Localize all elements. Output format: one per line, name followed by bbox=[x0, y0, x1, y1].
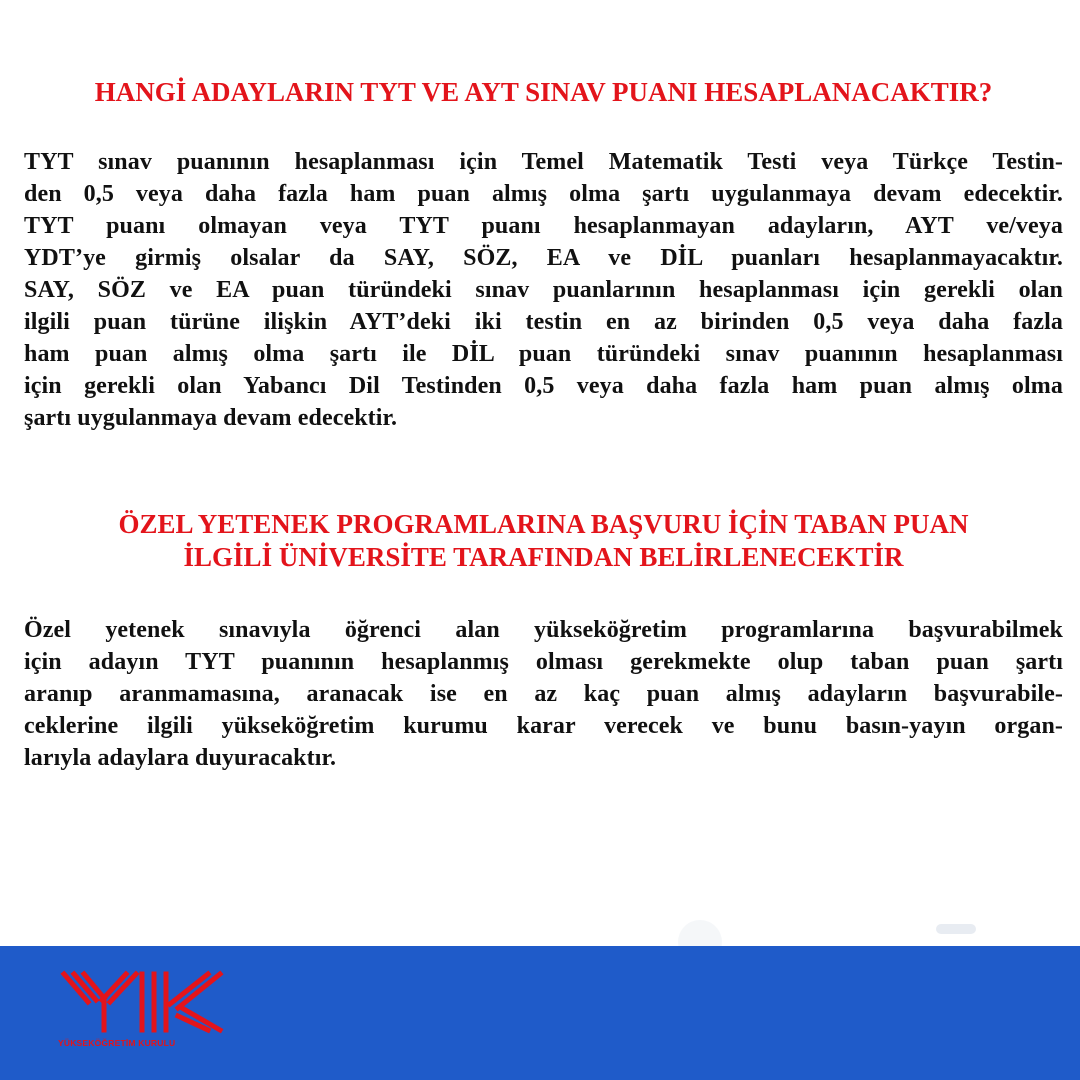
paragraph-line: ham puan almış olma şartı ile DİL puan türündeki sınav puanının hesaplanması bbox=[24, 341, 1063, 367]
footer-bar bbox=[0, 946, 1080, 1080]
paragraph-line: TYT sınav puanının hesaplanması için Temel Matematik Testi veya Türkçe Testin- bbox=[24, 149, 1063, 175]
paragraph-line-last: şartı uygulanmaya devam edecektir. bbox=[24, 405, 398, 431]
paragraph-line: Özel yetenek sınavıyla öğrenci alan yükseköğretim programlarına başvurabilmek bbox=[24, 617, 1063, 643]
heading-line: ÖZEL YETENEK PROGRAMLARINA BAŞVURU İÇİN TABAN PUAN bbox=[118, 509, 969, 539]
logo-text: YÜKSEKÖĞRETİM KURULU bbox=[58, 1038, 176, 1048]
yok-logo-icon bbox=[58, 968, 228, 1036]
heading-tyt-ayt: HANGİ ADAYLARIN TYT VE AYT SINAV PUANI HESAPLANACAKTIR? bbox=[94, 77, 993, 107]
paragraph-tyt-ayt bbox=[24, 146, 1063, 434]
paragraph-line: SAY, SÖZ ve EA puan türündeki sınav puanlarının hesaplanması için gerekli olan bbox=[24, 277, 1063, 303]
paragraph-line: ilgili puan türüne ilişkin AYT’deki iki testin en az birinden 0,5 veya daha fazla bbox=[24, 309, 1063, 335]
paragraph-line-last: larıyla adaylara duyuracaktır. bbox=[24, 745, 337, 771]
heading-ozel-yetenek bbox=[24, 508, 1063, 574]
paragraph-line: ceklerine ilgili yükseköğretim kurumu karar verecek ve bunu basın-yayın organ- bbox=[24, 713, 1063, 739]
paragraph-line: den 0,5 veya daha fazla ham puan almış olma şartı uygulanmaya devam edecektir. bbox=[24, 181, 1063, 207]
paragraph-line: aranıp aranmamasına, aranacak ise en az kaç puan almış adayların başvurabile- bbox=[24, 681, 1063, 707]
paragraph-ozel-yetenek bbox=[24, 614, 1063, 774]
yok-logo bbox=[58, 968, 228, 1078]
paragraph-line: için gerekli olan Yabancı Dil Testinden 0,5 veya daha fazla ham puan almış olma bbox=[24, 373, 1063, 399]
paragraph-line: YDT’ye girmiş olsalar da SAY, SÖZ, EA ve DİL puanları hesaplanmayacaktır. bbox=[24, 245, 1063, 271]
decorative-pill bbox=[936, 924, 976, 934]
heading-line: İLGİLİ ÜNİVERSİTE TARAFINDAN BELİRLENECEKTİR bbox=[183, 542, 904, 572]
paragraph-line: TYT puanı olmayan veya TYT puanı hesaplanmayan adayların, AYT ve/veya bbox=[24, 213, 1063, 239]
paragraph-line: için adayın TYT puanının hesaplanmış olması gerekmekte olup taban puan şartı bbox=[24, 649, 1063, 675]
